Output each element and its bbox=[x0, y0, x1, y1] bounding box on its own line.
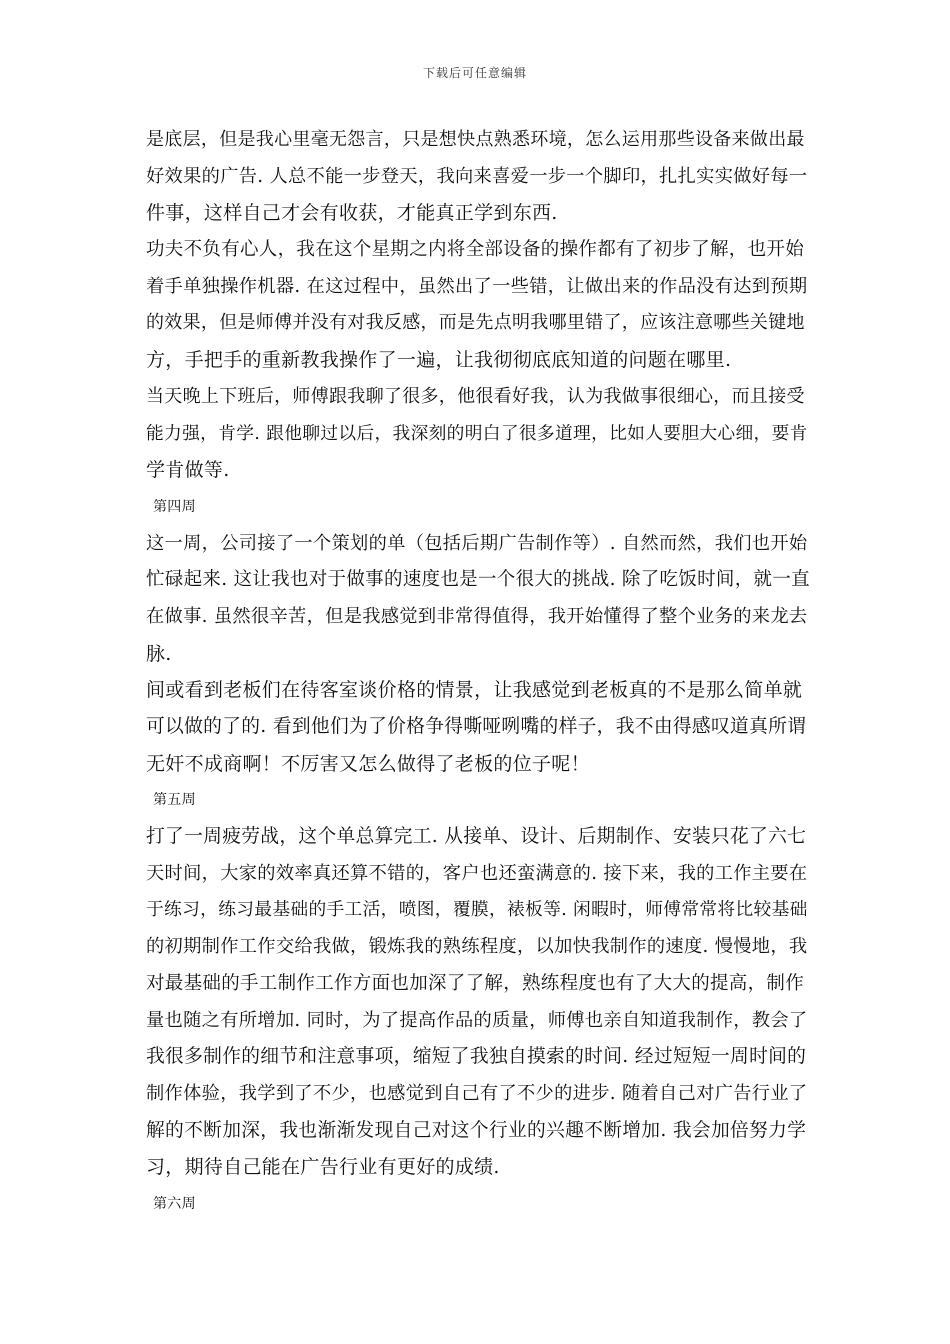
text-line: 着手单独操作机器. 在这过程中，虽然出了一些错，让做出来的作品没有达到预期 bbox=[146, 275, 808, 297]
text-line: 这一周，公司接了一个策划的单（包括后期广告制作等）. 自然而然，我们也开始 bbox=[146, 532, 808, 554]
document-body bbox=[146, 122, 810, 1223]
section-heading: 第五周 bbox=[153, 792, 196, 809]
text-line: 好效果的广告. 人总不能一步登天，我向来喜爱一步一个脚印，扎扎实实做好每一 bbox=[146, 165, 808, 187]
text-line: 于练习，练习最基础的手工活，喷图，覆膜，裱板等. 闲暇时，师傅常常将比较基础 bbox=[146, 900, 808, 921]
text-line: 功夫不负有心人，我在这个星期之内将全部设备的操作都有了初步了解，也开始 bbox=[146, 239, 805, 261]
text-line: 我很多制作的细节和注意事项，缩短了我独自摸索的时间. 经过短短一周时间的 bbox=[146, 1046, 807, 1068]
text-line: 忙碌起来. 这让我也对于做事的速度也是一个很大的挑战. 除了吃饭时间，就一直 bbox=[146, 569, 810, 591]
text-line: 当天晚上下班后，师傅跟我聊了很多，他很看好我，认为我做事很细心，而且接受 bbox=[146, 385, 805, 407]
text-line: 脉. bbox=[146, 642, 172, 665]
text-line: 量也随之有所增加. 同时，为了提高作品的质量，师傅也亲自知道我制作，教会了 bbox=[146, 1009, 808, 1031]
text-line: 的效果，但是师傅并没有对我反感，而是先点明我哪里错了，应该注意哪些关键地 bbox=[146, 312, 805, 334]
text-line: 可以做的了的. 看到他们为了价格争得嘶哑咧嘴的样子，我不由得感叹道真所谓 bbox=[146, 716, 807, 737]
text-line: 打了一周疲劳战，这个单总算完工. 从接单、设计、后期制作、安装只花了六七 bbox=[146, 826, 807, 848]
text-line: 制作体验，我学到了不少，也感觉到自己有了不少的进步. 随着自己对广告行业了 bbox=[146, 1082, 808, 1104]
text-line: 解的不断加深，我也渐渐发现自己对这个行业的兴趣不断增加. 我会加倍努力学 bbox=[146, 1119, 807, 1141]
text-line: 对最基础的手工制作工作方面也加深了了解，熟练程度也有了大大的提高，制作 bbox=[146, 972, 805, 994]
text-line: 在做事. 虽然很辛苦，但是我感觉到非常得值得，我开始懂得了整个业务的来龙去 bbox=[146, 605, 808, 627]
text-line: 天时间，大家的效率真还算不错的，客户也还蛮满意的. 接下来，我的工作主要在 bbox=[146, 862, 808, 884]
text-line: 间或看到老板们在待客室谈价格的情景，让我感觉到老板真的不是那么简单就 bbox=[146, 679, 803, 702]
text-line: 学肯做等. bbox=[146, 459, 230, 482]
text-line: 的初期制作工作交给我做，锻炼我的熟练程度，以加快我制作的速度. 慢慢地，我 bbox=[146, 936, 808, 958]
text-line: 能力强，肯学. 跟他聊过以后，我深刻的明白了很多道理，比如人要胆大心细，要肯 bbox=[146, 423, 808, 444]
section-heading: 第四周 bbox=[153, 498, 196, 515]
section-heading: 第六周 bbox=[153, 1195, 196, 1212]
page-header: 下载后可任意编辑 bbox=[422, 66, 527, 80]
text-line: 件事，这样自己才会有收获，才能真正学到东西. bbox=[146, 202, 558, 225]
text-line: 是底层，但是我心里毫无怨言，只是想快点熟悉环境，怎么运用那些设备来做出最 bbox=[146, 129, 805, 150]
text-line: 方，手把手的重新教我操作了一遍，让我彻彻底底知道的问题在哪里. bbox=[146, 349, 732, 372]
text-line: 无奸不成商啊！不厉害又怎么做得了老板的位子呢！ bbox=[146, 752, 590, 775]
text-line: 习，期待自己能在广告行业有更好的成绩. bbox=[146, 1156, 500, 1179]
